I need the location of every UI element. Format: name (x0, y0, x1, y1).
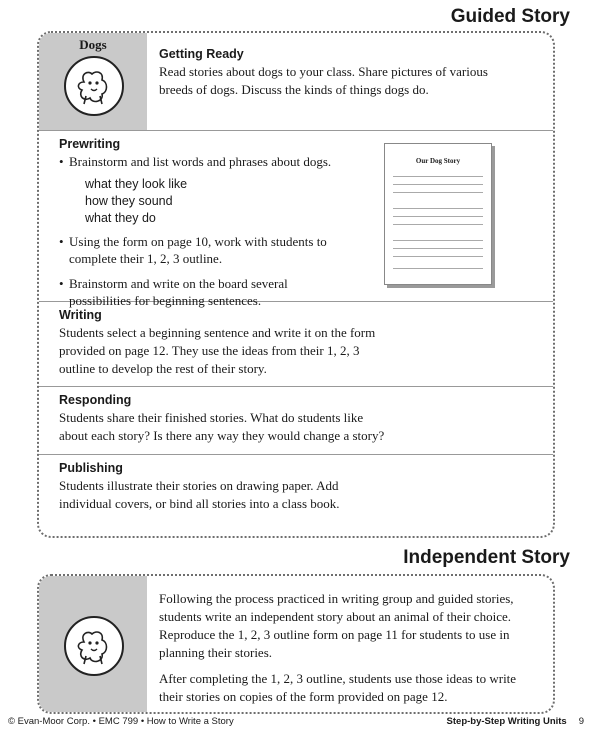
list-item: • Using the form on page 10, work with students to complete their 1, 2, 3 outline. (59, 233, 329, 267)
independent-story-card (37, 574, 555, 714)
writing-heading: Writing (59, 308, 102, 322)
guided-story-card (37, 31, 555, 538)
dog-illustration (64, 56, 124, 116)
prewriting-list-continued (59, 233, 329, 309)
getting-ready-section (39, 33, 553, 130)
page-number: 9 (578, 716, 584, 727)
prewriting-heading: Prewriting (59, 137, 121, 151)
prewriting-list (59, 153, 359, 170)
publishing-text: Students illustrate their stories on drawing paper. Add individual covers, or bind all stories into a class book. (59, 478, 340, 511)
paragraph: Following the process practiced in writing group and guided stories, students write an independent story about an animal of their choice. Reproduce the 1, 2, 3 outline form on page 11 for students to use in planning their stories. (159, 591, 514, 660)
footer-series (447, 716, 584, 727)
form-thumbnail (384, 143, 492, 285)
responding-heading: Responding (59, 393, 132, 407)
footer-series-label: Step-by-Step Writing Units (446, 716, 567, 727)
writing-section (39, 302, 553, 386)
list-item: what they look like (85, 177, 188, 191)
dogs-tab-label: Dogs (79, 37, 107, 52)
writing-text: Students select a beginning sentence and write it on the form provided on page 12. They use the ideas from their 1, 2, 3 outline to develop the rest of their story. (59, 325, 376, 376)
dog-icon (70, 62, 118, 110)
list-item: what they do (85, 211, 156, 225)
independent-story-text (159, 590, 529, 714)
list-item: how they sound (85, 194, 173, 208)
thumbnail-title: Our Dog Story (415, 157, 461, 165)
illustration-tab (39, 576, 147, 712)
getting-ready-text: Read stories about dogs to your class. Share pictures of various breeds of dogs. Discuss the kinds of things dogs do. (159, 64, 488, 97)
paragraph: After completing the 1, 2, 3 outline, students use those ideas to write their stories on copies of the form provided on page 12. (159, 671, 517, 704)
dog-icon (70, 622, 118, 670)
publishing-heading: Publishing (59, 461, 123, 475)
list-item: • Brainstorm and list words and phrases about dogs. (59, 153, 359, 170)
list-item: • Brainstorm and write on the board several possibilities for beginning sentences. (59, 275, 329, 309)
getting-ready-heading: Getting Ready (159, 47, 244, 61)
responding-text: Students share their finished stories. What do students like about each story? Is there any way they would change a story? (59, 410, 385, 443)
dogs-tab (39, 33, 147, 130)
responding-section (39, 387, 553, 454)
independent-story-title: Independent Story (403, 547, 570, 568)
publishing-section (39, 455, 553, 529)
footer-credit: © Evan-Moor Corp. • EMC 799 • How to Write a Story (8, 716, 234, 727)
prewriting-section (39, 131, 553, 308)
dog-illustration (64, 616, 124, 676)
guided-story-title: Guided Story (450, 6, 570, 27)
